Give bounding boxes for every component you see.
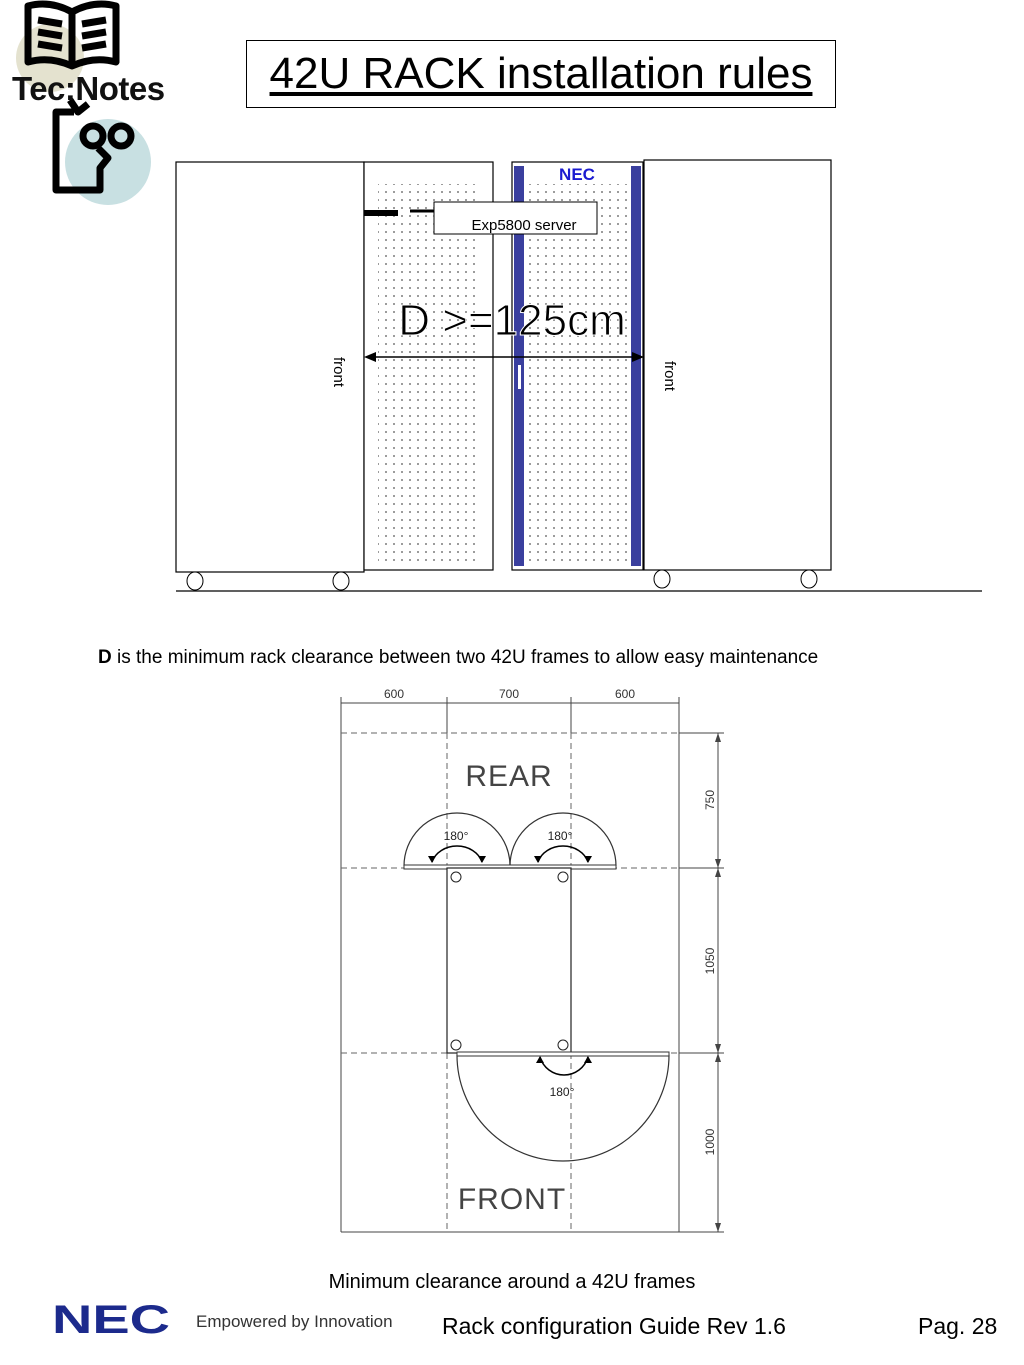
front-door-swing xyxy=(457,1055,669,1161)
rack-footprint xyxy=(447,868,571,1053)
depth-dimension: 1050 xyxy=(703,947,717,975)
tagline: Empowered by Innovation xyxy=(196,1312,393,1331)
front-label: FRONT xyxy=(457,1183,567,1216)
logo-text: Tec:Notes xyxy=(12,70,165,107)
clearance-distance-label: D >=125cm xyxy=(398,296,626,345)
depth-dimension: 750 xyxy=(703,789,717,811)
nec-logo xyxy=(52,1300,170,1336)
clearance-caption xyxy=(98,647,818,669)
door-angle-label: 180° xyxy=(549,1085,575,1099)
floor-plan-caption: Minimum clearance around a 42U frames xyxy=(328,1271,696,1293)
right-rack-wheel xyxy=(654,570,670,588)
caption-rest: is the minimum rack clearance between two 42U frames to allow easy maintenance xyxy=(111,647,819,668)
page-number: Pag. 28 xyxy=(918,1313,998,1339)
door-angle-label: 180° xyxy=(547,829,573,843)
depth-dimension: 1000 xyxy=(703,1128,717,1156)
rear-label: REAR xyxy=(465,760,553,793)
floor-plan-diagram xyxy=(300,680,760,1240)
book-icon xyxy=(28,4,116,66)
guide-title: Rack configuration Guide Rev 1.6 xyxy=(442,1313,786,1339)
front-label-left: front xyxy=(330,356,347,388)
door-angle-label: 180° xyxy=(443,829,469,843)
title-box xyxy=(246,40,836,108)
rack-rail-right xyxy=(631,166,641,566)
width-dimension: 600 xyxy=(383,687,405,701)
rear-doors xyxy=(404,813,616,866)
rail-handle xyxy=(518,365,521,389)
nec-rack-label: NEC xyxy=(559,165,595,184)
width-dimension: 700 xyxy=(498,687,520,701)
front-label-right: front xyxy=(661,360,678,392)
right-rack-wheel xyxy=(801,570,817,588)
page-title: 42U RACK installation rules xyxy=(269,49,813,98)
left-rack-wheel xyxy=(187,572,203,590)
left-rack-wheel xyxy=(333,572,349,590)
front-door-line xyxy=(457,1052,669,1056)
width-dimension: 600 xyxy=(614,687,636,701)
left-rack-perforation xyxy=(378,184,480,564)
rack-clearance-diagram xyxy=(0,150,1024,610)
right-rack-perforation xyxy=(526,184,630,564)
server-label: Exp5800 server xyxy=(471,217,577,234)
nec-logo-text: NEC xyxy=(52,1300,170,1336)
caption-bold: D xyxy=(98,647,112,668)
